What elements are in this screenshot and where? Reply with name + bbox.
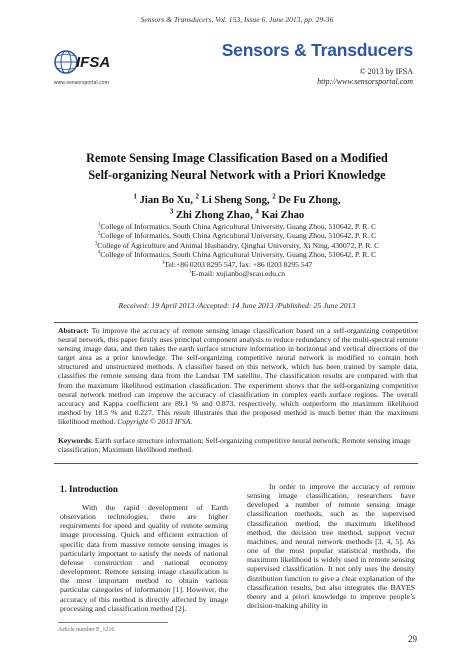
paper-title <box>40 150 434 184</box>
affiliation-text: College of Agriculture and Animal Husbandry, Qinghai University, Xi Ning, 430072, P. R. C <box>97 240 380 250</box>
affiliation-list <box>40 222 434 278</box>
body-column-right <box>247 482 415 610</box>
author-sup: 3 <box>169 207 174 215</box>
affiliation-text: College of Informatics, South China Agricultural University, Guang Zhou, 510642, P. R. C <box>100 231 377 241</box>
author-name: Zhi Zhong Zhao, <box>175 209 253 221</box>
article-number: Article number P_1216 <box>58 627 115 633</box>
author-sup: 4 <box>255 207 259 215</box>
paragraph: With the rapid development of Earth observation technologies, there are higher requirements for speed and quality of remote sensing image processing. Quick and efficient extraction of specific data from massive remote sensing images is particularly important to satisfy the needs of national defense construction and national economy development. Remote sensing image classification is the most important method to obtain various particular categories of information [1]. However, the accuracy of this method is directly affected by image processing and classification method [2]. <box>60 503 228 613</box>
abstract-label: Abstract: <box>58 326 89 335</box>
contact-text: Tel:+86 0203 8295 547, fax: +86 0203 8295 547 <box>164 259 313 269</box>
affiliation-text: College of Informatics, South China Agricultural University, Guang Zhou, 510642, P. R. C <box>100 250 377 260</box>
title-line: Self-organizing Neural Network with a Priori Knowledge <box>88 168 386 182</box>
brand-copyright: © 2013 by IFSA <box>359 67 413 76</box>
keywords-label: Keywords <box>58 436 91 445</box>
affiliation-sup: 2 <box>97 231 101 237</box>
affiliation-sup: 1 <box>161 260 165 266</box>
affiliation-sup: 1 <box>188 269 192 275</box>
affiliation-line <box>40 222 434 231</box>
page-number: 29 <box>408 634 417 644</box>
author-list <box>40 194 434 223</box>
abstract-copyright: Copyright © 2013 IFSA. <box>115 416 193 426</box>
affiliation-sup: 3 <box>94 241 98 247</box>
email-text[interactable]: E-mail: xujianbo@scau.edu.cn <box>191 269 286 279</box>
brand-title: Sensors & Transducers <box>221 40 413 60</box>
author-name: Li Sheng Song, <box>201 195 270 206</box>
author-sup: 1 <box>133 193 137 201</box>
body-column-left <box>60 503 228 613</box>
author-name: De Fu Zhong, <box>278 195 341 206</box>
author-sup: 2 <box>272 193 276 201</box>
keywords <box>58 436 418 454</box>
journal-citation: Sensors & Transducers, Vol. 153, Issue 6, June 2013, pp. 29-36 <box>140 15 334 24</box>
affiliation-line <box>40 231 434 240</box>
affiliation-sup: 4 <box>97 250 101 256</box>
logo-text: IFSA <box>76 54 111 71</box>
brand-url-link[interactable]: http://www.sensorsportal.com <box>317 77 413 86</box>
author-name: Kai Zhao <box>261 209 305 221</box>
authors-line <box>40 194 434 209</box>
affiliation-line <box>40 250 434 259</box>
publication-dates: Received: 19 April 2013 /Accepted: 14 June 2013 /Published: 25 June 2013 <box>118 301 356 310</box>
contact-line <box>40 260 434 269</box>
paragraph: In order to improve the accuracy of remote sensing image classification, researchers have developed a number of remote sensing image classification methods, such as the supervised classification method, the maximum likelihood method, the decision tree method, support vector machines, and neural network methods [3, 4, 5]. As one of the most popular statistical methods, the maximum likelihood is widely used in remote sensing supervised classification. It not only uses the density distribution function to give a clear explanation of the classification results, but also integrates the BAYES theory and a priori knowledge to improve people’s decision-making ability in <box>247 482 415 611</box>
affiliation-line <box>40 241 434 250</box>
affiliation-text: College of Informatics, South China Agricultural University, Guang Zhou, 510642, P. R. C <box>100 222 377 231</box>
affiliation-sup: 1 <box>97 222 101 228</box>
journal-brand <box>222 40 413 86</box>
author-name: Jian Bo Xu, <box>139 195 193 206</box>
globe-icon <box>55 51 77 73</box>
logo-url: www.sensorsportal.com <box>54 80 109 86</box>
footer-divider <box>58 622 168 623</box>
author-sup: 2 <box>195 193 199 201</box>
email-line <box>40 269 434 278</box>
ifsa-logo <box>54 40 114 82</box>
authors-line <box>40 209 434 224</box>
keywords-body: : Earth surface structure information; Self-organizing competitive neural network; Remote sensing image classification; Maximum likelihood method. <box>58 436 411 455</box>
section-heading: 1. Introduction <box>60 484 118 494</box>
abstract-body: To improve the accuracy of remote sensing image classification based on a self-organizing competitive neural network, this paper firstly uses principal component analysis to reduce redundancy of the multi-spectral remote sensing image data, and then takes the earth surface structure information in horizontal and vertical directions of the target area as a prior knowledge. The self-organizing competitive neural network is modified to contain both structured and unstructured methods. A classifier based on this network, which has been trained by sample data, classifies the remote sensing data from the Landsat TM satellite. The classification results are compared with that from the maximum likelihood estimation classification. The experiment shows that the self-organizing competitive neural network method can improve the accuracy of classification in complex earth surface regions. The overall accuracy and Kappa coefficient are 89.1 % and 0.873, respectively, which outperform the maximum likelihood method by 18.5 % and 0.227. This result illustrates that the proposed method is much better than the maximum likelihood method. <box>58 326 418 426</box>
title-line: Remote Sensing Image Classification Based on a Modified <box>86 151 388 165</box>
abstract <box>58 326 418 426</box>
